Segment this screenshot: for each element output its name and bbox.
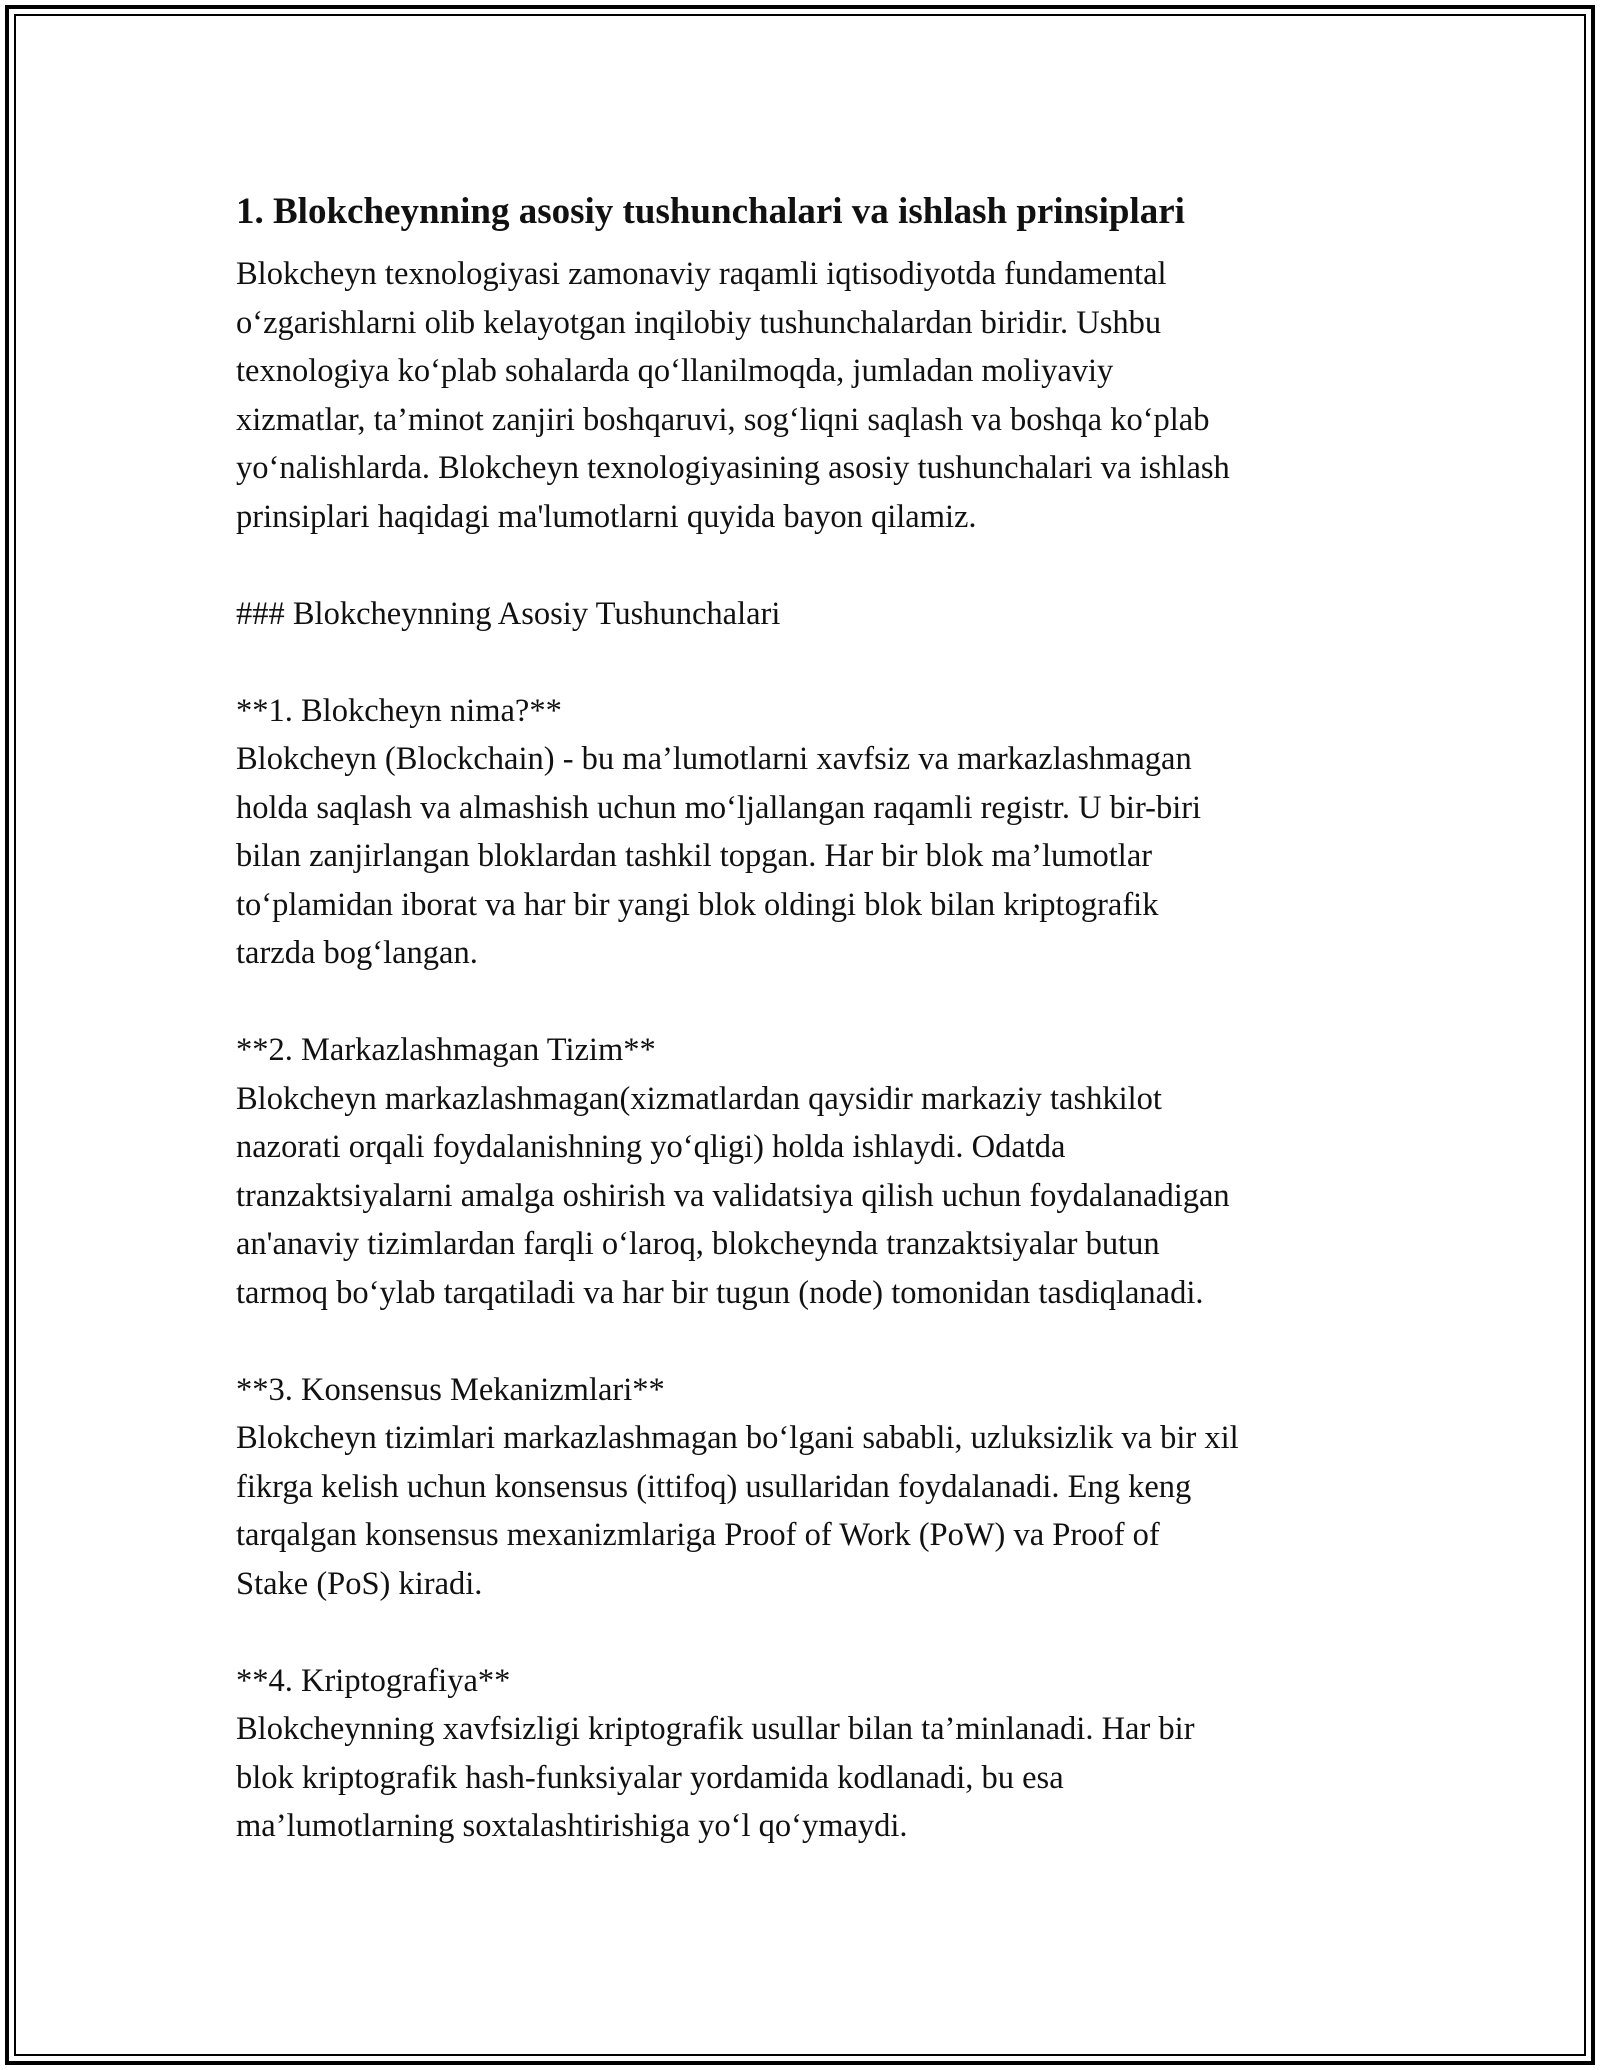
text-line: bilan zanjirlangan bloklardan tashkil topgan. Har bir blok ma’lumotlar [236, 838, 1153, 874]
text-line: Stake (PoS) kiradi. [236, 1565, 483, 1602]
text-line: tranzaktsiyalarni amalga oshirish va validatsiya qilish uchun foydalanadigan [236, 1177, 1230, 1214]
subsection-heading: **4. Kriptografiya** [236, 1662, 511, 1699]
text-line: Blokcheyn (Blockchain) - bu ma’lumotlarni xavfsiz va markazlashmagan [236, 741, 1192, 777]
intro-paragraph [236, 250, 1376, 541]
text-line: Blokcheynning xavfsizligi kriptografik usullar bilan ta’minlanadi. Har bir [236, 1711, 1195, 1747]
text-line: prinsiplari haqidagi ma'lumotlarni quyida bayon qilamiz. [236, 498, 977, 535]
text-line: yo‘nalishlarda. Blokcheyn texnologiyasining asosiy tushunchalari va ishlash [236, 450, 1230, 486]
section-decentralized-system [236, 1026, 1376, 1317]
text-line: Blokcheyn tizimlari markazlashmagan bo‘lgani sababli, uzluksizlik va bir xil [236, 1420, 1239, 1456]
section-blockchain-definition [236, 687, 1376, 978]
blank-line [236, 638, 1376, 687]
subsection-heading: **1. Blokcheyn nima?** [236, 692, 562, 729]
section-cryptography [236, 1657, 1376, 1851]
document-title: 1. Blokcheynning asosiy tushunchalari va ishlash prinsiplari [236, 191, 1185, 232]
blank-line [236, 1317, 1376, 1366]
blank-line [236, 541, 1376, 590]
text-line: tarzda bog‘langan. [236, 935, 478, 971]
section-consensus-mechanisms [236, 1366, 1376, 1609]
text-line: xizmatlar, ta’minot zanjiri boshqaruvi, sog‘liqni saqlash va boshqa ko‘plab [236, 401, 1210, 438]
text-line: to‘plamidan iborat va har bir yangi blok oldingi blok bilan kriptografik [236, 886, 1159, 923]
text-line: fikrga kelish uchun konsensus (ittifoq) usullaridan foydalanadi. Eng keng [236, 1468, 1192, 1505]
section-heading-text: ### Blokcheynning Asosiy Tushunchalari [236, 595, 781, 632]
text-line: tarqalgan konsensus mexanizmlariga Proof of Work (PoW) va Proof of [236, 1517, 1160, 1553]
document-body [236, 186, 1376, 1851]
blank-line [236, 1608, 1376, 1657]
section-heading [236, 590, 1376, 639]
text-line: holda saqlash va almashish uchun mo‘ljallangan raqamli registr. U bir-biri [236, 789, 1202, 826]
text-line: tarmoq bo‘ylab tarqatiladi va har bir tugun (node) tomonidan tasdiqlanadi. [236, 1274, 1204, 1311]
text-line: Blokcheyn markazlashmagan(xizmatlardan qaysidir markaziy tashkilot [236, 1080, 1162, 1117]
text-line: an'anaviy tizimlardan farqli o‘laroq, blokcheynda tranzaktsiyalar butun [236, 1226, 1160, 1262]
text-line: Blokcheyn texnologiyasi zamonaviy raqamli iqtisodiyotda fundamental [236, 256, 1167, 292]
text-line: ma’lumotlarning soxtalashtirishiga yo‘l qo‘ymaydi. [236, 1808, 908, 1844]
text-line: blok kriptografik hash-funksiyalar yordamida kodlanadi, bu esa [236, 1759, 1064, 1796]
blank-line [236, 978, 1376, 1027]
text-line: texnologiya ko‘plab sohalarda qo‘llanilmoqda, jumladan moliyaviy [236, 353, 1114, 389]
text-line: o‘zgarishlarni olib kelayotgan inqilobiy tushunchalardan biridir. Ushbu [236, 304, 1162, 341]
subsection-heading: **3. Konsensus Mekanizmlari** [236, 1371, 665, 1408]
text-line: nazorati orqali foydalanishning yo‘qligi) holda ishlaydi. Odatda [236, 1129, 1066, 1165]
subsection-heading: **2. Markazlashmagan Tizim** [236, 1032, 656, 1068]
